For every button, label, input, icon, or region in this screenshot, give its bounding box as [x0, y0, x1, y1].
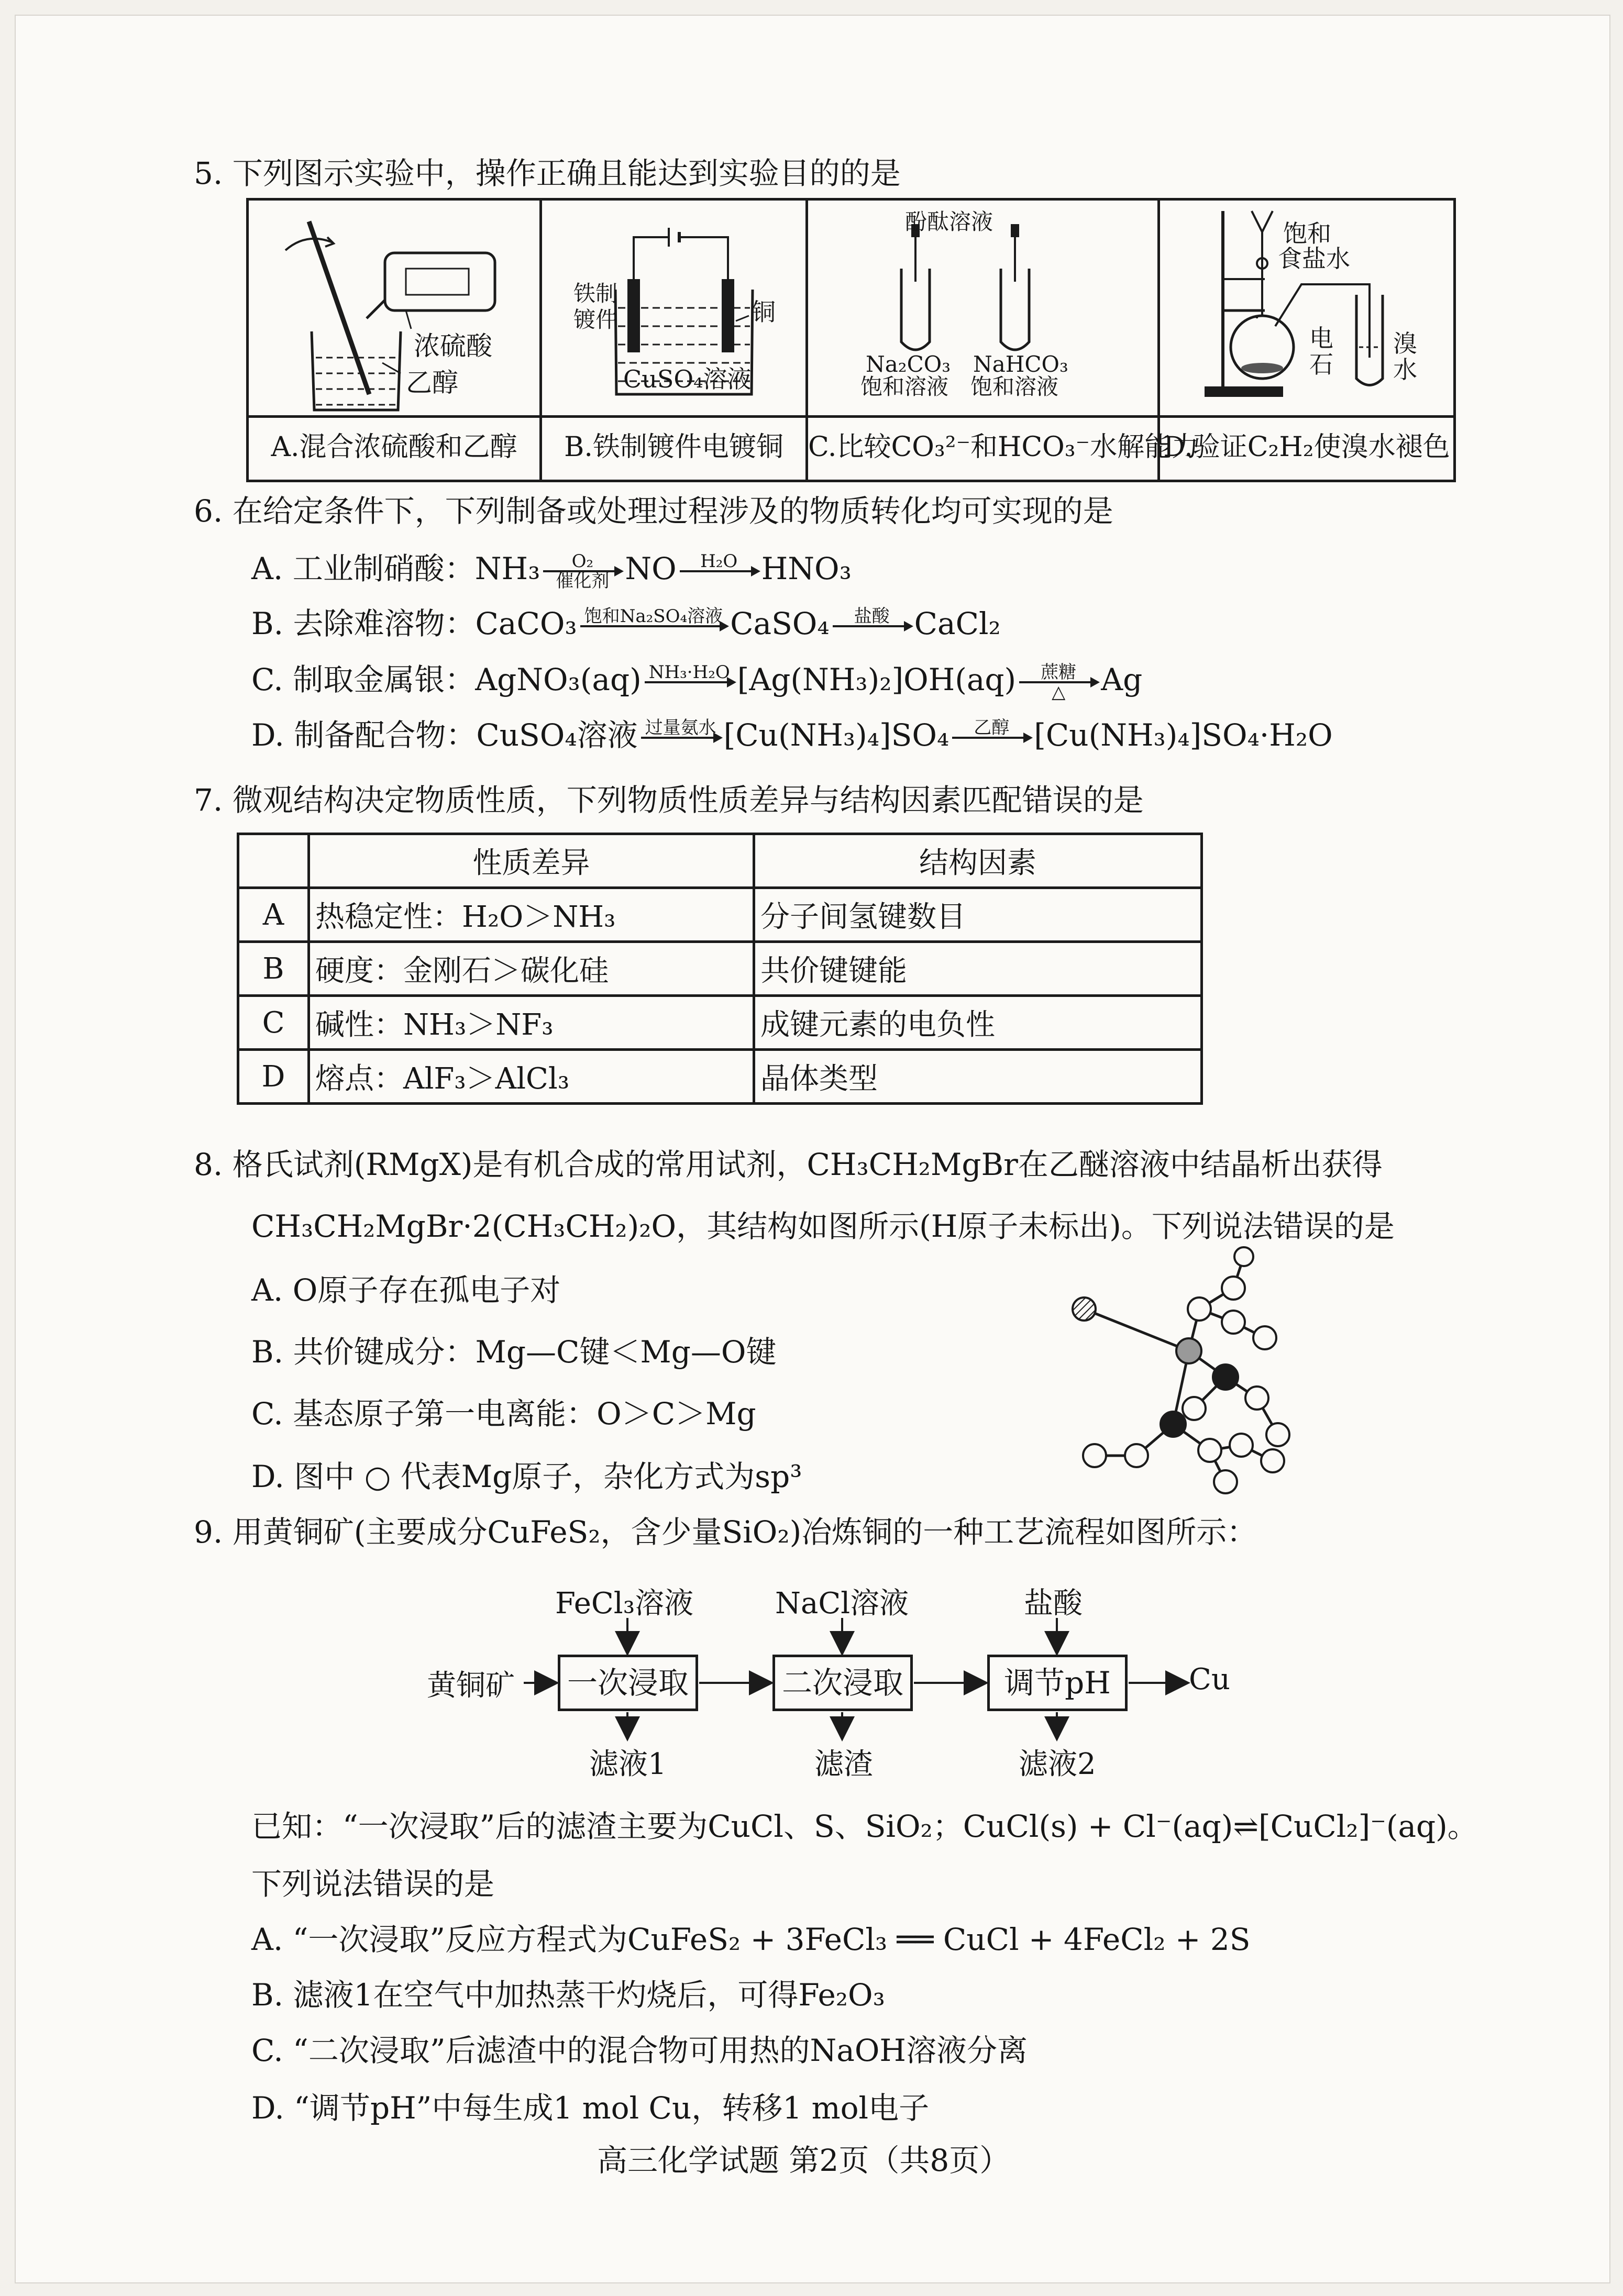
q7-header-factor: 结构因素	[754, 834, 1202, 888]
label-sat-2: 饱和溶液	[970, 374, 1059, 400]
row-property: 熔点：AlF₃＞AlCl₃	[309, 1050, 754, 1104]
species: [Cu(NH₃)₄]SO₄	[723, 717, 949, 753]
flow-product: Cu	[1189, 1662, 1230, 1696]
label-copper: 铜	[752, 298, 776, 326]
arrow-condition-top: 饱和Na₂SO₄溶液	[584, 605, 723, 627]
label-phenolphthalein: 酚酞溶液	[905, 209, 993, 235]
row-letter: B	[238, 942, 309, 996]
q8-stem-line2: CH₃CH₂MgBr·2(CH₃CH₂)₂O，其结构如图所示(H原子未标出)。下列说法错误的是	[251, 1208, 1395, 1244]
q8-stem-line1: 8. 格氏试剂(RMgX)是有机合成的常用试剂，CH₃CH₂MgBr在乙醚溶液中结晶析出获得	[194, 1147, 1383, 1182]
q8-option-d: D. 图中 ○ 代表Mg原子，杂化方式为sp³	[251, 1459, 802, 1494]
q8-option-b: B. 共价键成分：Mg—C键＜Mg—O键	[251, 1334, 777, 1370]
q5-caption-c: C.比较CO₃²⁻和HCO₃⁻水解能力	[808, 415, 1157, 480]
option-name: 制取金属银：	[293, 662, 476, 697]
species: [Cu(NH₃)₄]SO₄·H₂O	[1034, 717, 1333, 753]
q9-stem: 9. 用黄铜矿(主要成分CuFeS₂，含少量SiO₂)冶炼铜的一种工艺流程如图所示：	[194, 1514, 1257, 1550]
q9-option-a: A. “一次浸取”反应方程式为CuFeS₂ + 3FeCl₃ ══ CuCl + 4FeCl₂ + 2S	[251, 1922, 1251, 1957]
row-factor: 晶体类型	[754, 1050, 1202, 1104]
species: AgNO₃(aq)	[475, 662, 642, 697]
species: Ag	[1101, 662, 1143, 697]
step-adjust-ph: 调节pH	[987, 1655, 1128, 1711]
arrow-condition-top: 盐酸	[854, 605, 890, 627]
arrow-condition-top: 蔗糖	[1041, 661, 1077, 683]
label-saturated: 饱和	[1283, 219, 1331, 248]
row-property: 硬度：金刚石＞碳化硅	[309, 942, 754, 996]
reagent-fecl3: FeCl₃溶液	[555, 1587, 694, 1621]
arrow-condition-top: NH₃·H₂O	[648, 661, 730, 683]
label-na2co3: Na₂CO₃	[866, 351, 951, 377]
q5-stem: 5. 下列图示实验中，操作正确且能达到实验目的的是	[194, 156, 901, 191]
option-letter: C.	[251, 662, 293, 697]
q5-caption-d: D.验证C₂H₂使溴水褪色	[1160, 415, 1453, 480]
option-letter: A.	[251, 551, 293, 586]
output-filtrate2: 滤液2	[1019, 1747, 1096, 1781]
option-name: 制备配合物：	[294, 717, 477, 753]
label-ethanol: 乙醇	[406, 368, 458, 398]
q9-option-d: D. “调节pH”中每生成1 mol Cu，转移1 mol电子	[251, 2090, 930, 2126]
label-conc-sulfuric: 浓硫酸	[414, 331, 492, 361]
species: CaSO₄	[730, 606, 830, 641]
species: CaCO₃	[475, 606, 577, 641]
arrow-condition-top: 乙醇	[974, 717, 1010, 738]
q6-stem: 6. 在给定条件下，下列制备或处理过程涉及的物质转化均可实现的是	[194, 493, 1113, 529]
label-bromine-1: 溴	[1393, 329, 1417, 358]
arrow-condition-bottom: △	[1052, 681, 1066, 703]
label-nahco3: NaHCO₃	[973, 351, 1068, 377]
q8-option-a: A. O原子存在孤电子对	[251, 1272, 561, 1308]
step-first-leach: 一次浸取	[558, 1655, 698, 1711]
species: CaCl₂	[914, 606, 1001, 641]
label-carbide-1: 电	[1309, 324, 1333, 352]
label-iron-2: 镀件	[573, 307, 618, 332]
arrow-condition-top: O₂	[571, 550, 594, 572]
page-footer: 高三化学试题 第2页（共8页）	[597, 2143, 1010, 2178]
q8-option-c: C. 基态原子第一电离能：O＞C＞Mg	[251, 1396, 756, 1432]
q9-option-c: C. “二次浸取”后滤渣中的混合物可用热的NaOH溶液分离	[251, 2033, 1028, 2068]
row-factor: 成键元素的电负性	[754, 996, 1202, 1050]
q5-caption-b: B.铁制镀件电镀铜	[542, 415, 805, 480]
q9-option-b: B. 滤液1在空气中加热蒸干灼烧后，可得Fe₂O₃	[251, 1977, 885, 2013]
row-property: 碱性：NH₃＞NF₃	[309, 996, 754, 1050]
label-brine: 食盐水	[1278, 245, 1350, 273]
row-letter: D	[238, 1050, 309, 1104]
label-bromine-2: 水	[1393, 356, 1417, 384]
flow-input: 黄铜矿	[427, 1669, 515, 1703]
q5-caption-a: A.混合浓硫酸和乙醇	[249, 415, 539, 480]
step-second-leach: 二次浸取	[772, 1655, 913, 1711]
label-carbide-2: 石	[1309, 350, 1333, 379]
q7-stem: 7. 微观结构决定物质性质，下列物质性质差异与结构因素匹配错误的是	[194, 782, 1144, 818]
output-residue: 滤渣	[814, 1747, 873, 1781]
species: CuSO₄溶液	[476, 717, 638, 753]
species: NH₃	[474, 551, 540, 586]
option-letter: D.	[251, 717, 294, 753]
output-filtrate1: 滤液1	[589, 1747, 667, 1781]
label-cuso4: CuSO₄溶液	[623, 365, 752, 393]
reagent-hcl: 盐酸	[1024, 1587, 1083, 1621]
row-letter: A	[238, 888, 309, 942]
reagent-nacl: NaCl溶液	[775, 1587, 909, 1621]
option-name: 去除难溶物：	[293, 606, 476, 641]
row-factor: 分子间氢键数目	[754, 888, 1202, 942]
q9-known: 已知：“一次浸取”后的滤渣主要为CuCl、S、SiO₂；CuCl(s) + Cl⁻(aq)⇌[CuCl₂]⁻(aq)。	[251, 1809, 1478, 1844]
option-name: 工业制硝酸：	[292, 551, 475, 586]
arrow-condition-bottom: 催化剂	[556, 570, 610, 592]
q7-header-property: 性质差异	[309, 834, 754, 888]
species: HNO₃	[761, 551, 852, 586]
option-letter: B.	[251, 606, 293, 641]
q9-ask: 下列说法错误的是	[251, 1866, 495, 1902]
arrow-condition-top: H₂O	[700, 550, 738, 572]
label-iron-1: 铁制	[573, 281, 618, 306]
label-sat-1: 饱和溶液	[860, 374, 949, 400]
row-letter: C	[238, 996, 309, 1050]
row-property: 热稳定性：H₂O＞NH₃	[309, 888, 754, 942]
species: [Ag(NH₃)₂]OH(aq)	[737, 662, 1017, 697]
arrow-condition-top: 过量氨水	[645, 717, 716, 738]
row-factor: 共价键键能	[754, 942, 1202, 996]
species: NO	[625, 551, 677, 586]
